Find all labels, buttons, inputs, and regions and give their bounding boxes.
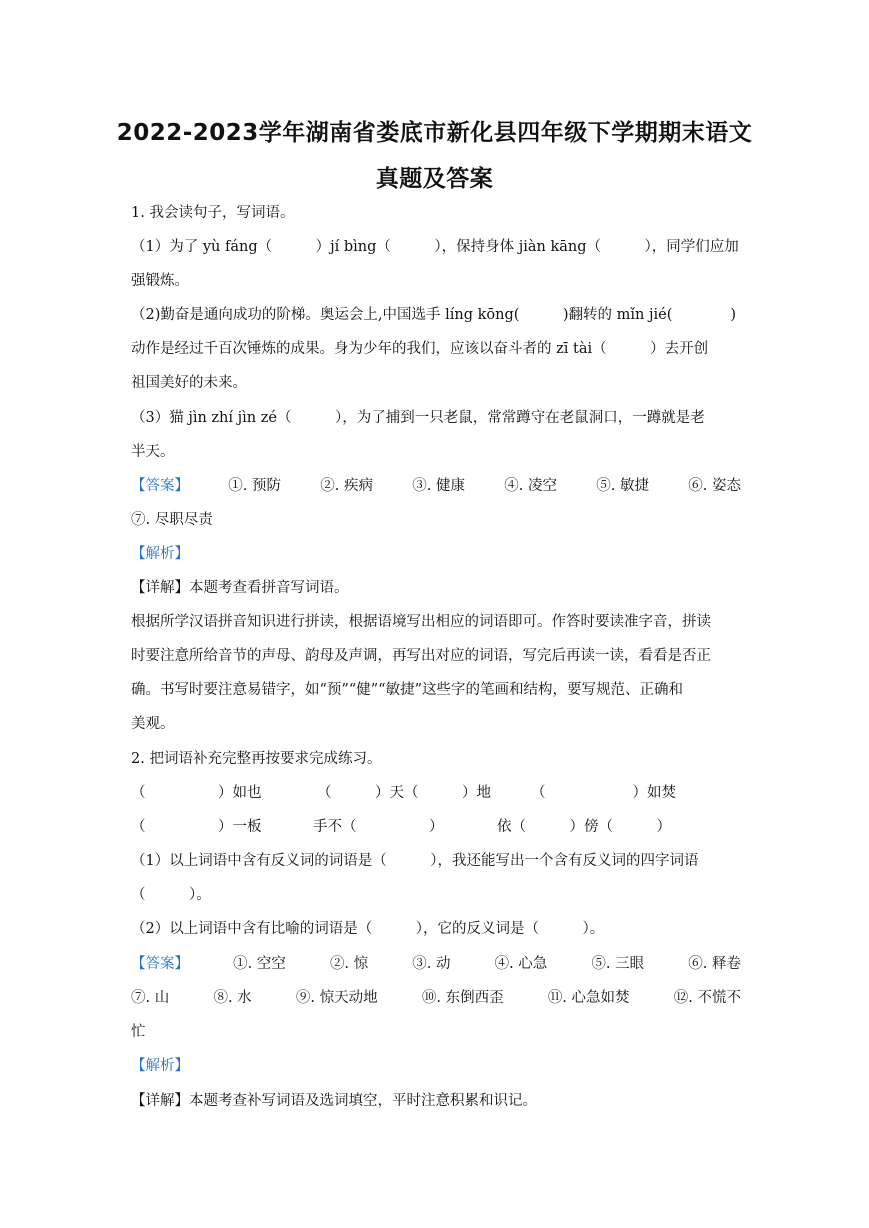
answer-tag: 【答案】 bbox=[131, 956, 189, 972]
answer-item: ⑫. 不慌不 bbox=[673, 990, 741, 1006]
doc-title-line1: 2022-2023学年湖南省娄底市新化县四年级下学期期末语文 bbox=[116, 120, 753, 146]
q2-sub1-line1: （1）以上词语中含有反义词的词语是（ ），我还能写出一个含有反义词的四字词语 bbox=[131, 853, 699, 869]
answer-item: ⑥. 释卷 bbox=[688, 956, 741, 972]
q1-explanation-line3: 确。书写时要注意易错字，如“预”“健”“敏捷”这些字的笔画和结构，要写规范、正确和 bbox=[131, 682, 683, 698]
answer-item: ②. 疾病 bbox=[320, 478, 373, 494]
answer-item: ⑧. 水 bbox=[213, 990, 252, 1006]
answer-item: ③. 健康 bbox=[412, 478, 465, 494]
answer-item: ④. 凌空 bbox=[504, 478, 557, 494]
q2-detail: 【详解】本题考查补写词语及选词填空，平时注意积累和识记。 bbox=[131, 1093, 537, 1109]
q2-answer-row1 bbox=[131, 954, 741, 974]
idiom-blank: 依（ ）傍（ ） bbox=[497, 819, 671, 835]
answer-item: ⑥. 姿态 bbox=[688, 478, 741, 494]
answer-item: ⑤. 三眼 bbox=[591, 956, 645, 972]
idiom-blank: （ ）一板 bbox=[131, 819, 262, 835]
answer-item: ⑪. 心急如焚 bbox=[547, 990, 630, 1006]
q1-answer-row bbox=[131, 476, 741, 496]
q1-sentence2-line3: 祖国美好的未来。 bbox=[131, 375, 247, 391]
answer-item: ④. 心急 bbox=[494, 956, 548, 972]
q1-sentence1-line1: （1）为了 yù fáng（ ）jí bìng（ ），保持身体 jiàn kāng（ ），同学们应加 bbox=[131, 239, 739, 255]
q1-answer-last: ⑦. 尽职尽责 bbox=[131, 512, 213, 528]
q1-detail: 【详解】本题考查看拼音写词语。 bbox=[131, 580, 349, 596]
q1-stem: 1. 我会读句子，写词语。 bbox=[131, 205, 295, 221]
q2-sub2-line1: （2）以上词语中含有比喻的词语是（ ），它的反义词是（ ）。 bbox=[131, 921, 605, 937]
q2-sub1-line2: （ ）。 bbox=[131, 887, 211, 903]
q1-sentence2-line2: 动作是经过千百次锤炼的成果。身为少年的我们，应该以奋斗者的 zī tài（ ）去开创 bbox=[131, 341, 709, 357]
answer-item: ①. 预防 bbox=[228, 478, 281, 494]
q2-answer-last: 忙 bbox=[131, 1024, 146, 1040]
answer-item: ⑤. 敏捷 bbox=[596, 478, 649, 494]
q2-answer-row2 bbox=[131, 988, 741, 1008]
answer-item: ②. 惊 bbox=[329, 956, 369, 972]
idiom-blank: （ ）如焚 bbox=[531, 785, 676, 801]
answer-item: ③. 动 bbox=[412, 956, 451, 972]
q1-explanation-line2: 时要注意所给音节的声母、韵母及声调，再写出对应的词语，写完后再读一读，看看是否正 bbox=[131, 648, 711, 664]
q1-explanation-line4: 美观。 bbox=[131, 716, 175, 732]
idiom-blank: （ ）如也 bbox=[131, 785, 262, 801]
answer-item: ①. 空空 bbox=[233, 956, 286, 972]
q1-sentence3-line1: （3）猫 jìn zhí jìn zé（ ），为了捕到一只老鼠，常常蹲守在老鼠洞口，一蹲就是老 bbox=[131, 410, 705, 426]
q1-sentence2-line1: （2)勤奋是通向成功的阶梯。奥运会上,中国选手 líng kōng( )翻转的 mǐn jié( ) bbox=[131, 307, 737, 323]
q1-sentence3-line2: 半天。 bbox=[131, 444, 175, 460]
doc-title-line2: 真题及答案 bbox=[375, 166, 494, 192]
idiom-blank: 手不（ ） bbox=[313, 819, 444, 835]
answer-tag: 【答案】 bbox=[131, 478, 189, 494]
idiom-blank: （ ）天（ ）地 bbox=[317, 785, 491, 801]
answer-item: ⑨. 惊天动地 bbox=[295, 990, 378, 1006]
q2-stem: 2. 把词语补充完整再按要求完成练习。 bbox=[131, 751, 382, 767]
answer-item: ⑩. 东倒西歪 bbox=[421, 990, 504, 1006]
answer-item: ⑦. 山 bbox=[131, 990, 170, 1006]
q1-analysis-tag: 【解析】 bbox=[131, 546, 189, 562]
q2-analysis-tag: 【解析】 bbox=[131, 1058, 189, 1074]
q1-explanation-line1: 根据所学汉语拼音知识进行拼读，根据语境写出相应的词语即可。作答时要读准字音，拼读 bbox=[131, 614, 711, 630]
q1-sentence1-line2: 强锻炼。 bbox=[131, 273, 189, 289]
